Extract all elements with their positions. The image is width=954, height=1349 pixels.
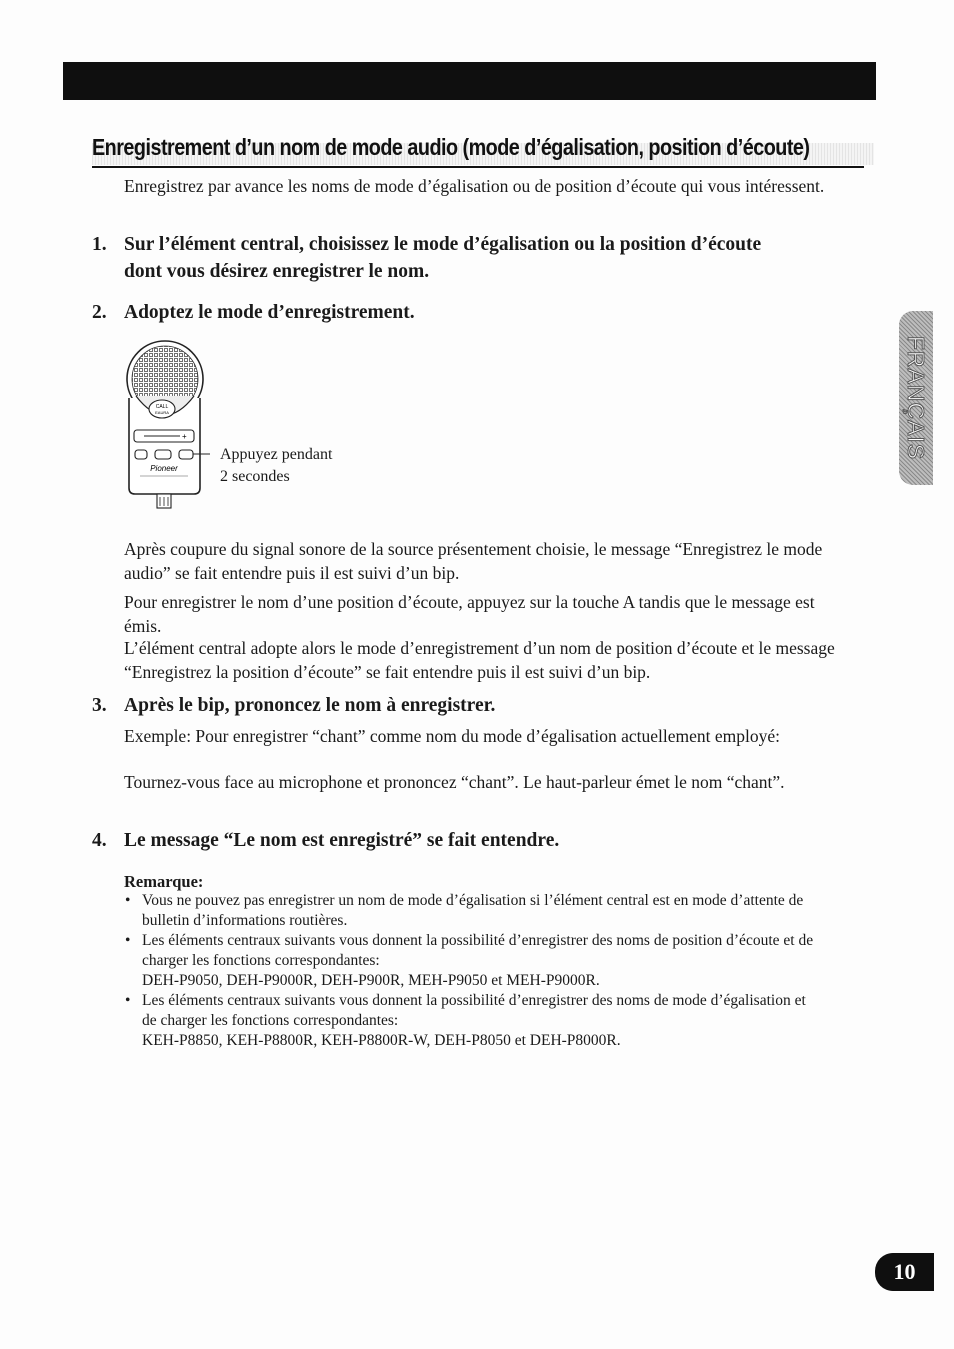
remark-item [124, 931, 824, 991]
remark-text: Vous ne pouvez pas enregistrer un nom de mode d’égalisation si l’élément central est en mode d’attente de bulletin d’informations routières. [142, 892, 804, 929]
remark-item [124, 891, 824, 931]
step-number: 1. [92, 234, 107, 255]
bullet: • [125, 992, 131, 1009]
remark-list [124, 891, 824, 1051]
header-bar [63, 62, 876, 100]
callout-line-2: 2 secondes [220, 468, 290, 485]
step-1 [92, 231, 792, 285]
step-number: 2. [92, 302, 107, 323]
remark-item [124, 991, 824, 1051]
svg-text:+: + [182, 432, 187, 441]
language-tab [899, 311, 933, 485]
pioneer-logo: Pioneer [150, 464, 178, 473]
step-number: 4. [92, 830, 107, 851]
paragraph-example: Exemple: Pour enregistrer “chant” comme nom du mode d’égalisation actuellement employé: [124, 726, 781, 746]
paragraph-press-a: Pour enregistrer le nom d’une position d’écoute, appuyez sur la touche A tandis que le message est émis. [124, 592, 815, 636]
svg-text:CALL: CALL [155, 404, 169, 410]
paragraph-turn-to-mic: Tournez-vous face au microphone et prononcez “chant”. Le haut-parleur émet le nom “chant”. [124, 772, 785, 792]
title-rule [92, 166, 864, 168]
step-2 [92, 299, 792, 326]
step-4 [92, 827, 792, 854]
step-text: Sur l’élément central, choisissez le mode d’égalisation ou la position d’écoute dont vous désirez enregistrer le nom. [124, 234, 762, 282]
figure-callout [220, 444, 332, 488]
intro-paragraph: Enregistrez par avance les noms de mode d’égalisation ou de position d’écoute qui vous intéressent. [124, 176, 825, 196]
remark-text: Les éléments centraux suivants vous donnent la possibilité d’enregistrer des noms de position d’écoute et de charger les fonctions correspondantes: [142, 932, 814, 969]
paragraph-cut-signal: Après coupure du signal sonore de la source présentement choisie, le message “Enregistrez le mode audio” se fait entendre puis il est suivi d’un bip. [124, 539, 823, 583]
step-number: 3. [92, 695, 107, 716]
callout-line-1: Appuyez pendant [220, 446, 333, 463]
section-title: Enregistrement d’un nom de mode audio (mode d’égalisation, position d’écoute) [92, 134, 810, 160]
step-text: Après le bip, prononcez le nom à enregistrer. [124, 695, 496, 716]
remark-heading: Remarque: [124, 872, 204, 891]
paragraph-recording-mode: L’élément central adopte alors le mode d’enregistrement d’un nom de position d’écoute et le message “Enregistrez la position d’écoute” se fait entendre puis il est suivi d’un bip. [124, 638, 835, 682]
page-number-badge: 10 [875, 1253, 934, 1291]
microphone-remote-icon [124, 338, 224, 514]
remark-models: KEH-P8850, KEH-P8800R, KEH-P8800R-W, DEH-P8050 et DEH-P8000R. [142, 1032, 621, 1049]
remark-models: DEH-P9050, DEH-P9000R, DEH-P900R, MEH-P9050 et MEH-P9000R. [142, 972, 600, 989]
bullet: • [125, 892, 131, 909]
remark-text: Les éléments centraux suivants vous donnent la possibilité d’enregistrer des noms de mode d’égalisation et de charger les fonctions correspondantes: [142, 992, 806, 1029]
language-tab-label: FRANÇAIS [903, 335, 930, 461]
step-text: Le message “Le nom est enregistré” se fait entendre. [124, 830, 560, 851]
step-text: Adoptez le mode d’enregistrement. [124, 302, 415, 323]
svg-text:EAURA: EAURA [155, 410, 169, 415]
microphone-remote-illustration [124, 338, 224, 514]
step-3 [92, 692, 792, 719]
bullet: • [125, 932, 131, 949]
